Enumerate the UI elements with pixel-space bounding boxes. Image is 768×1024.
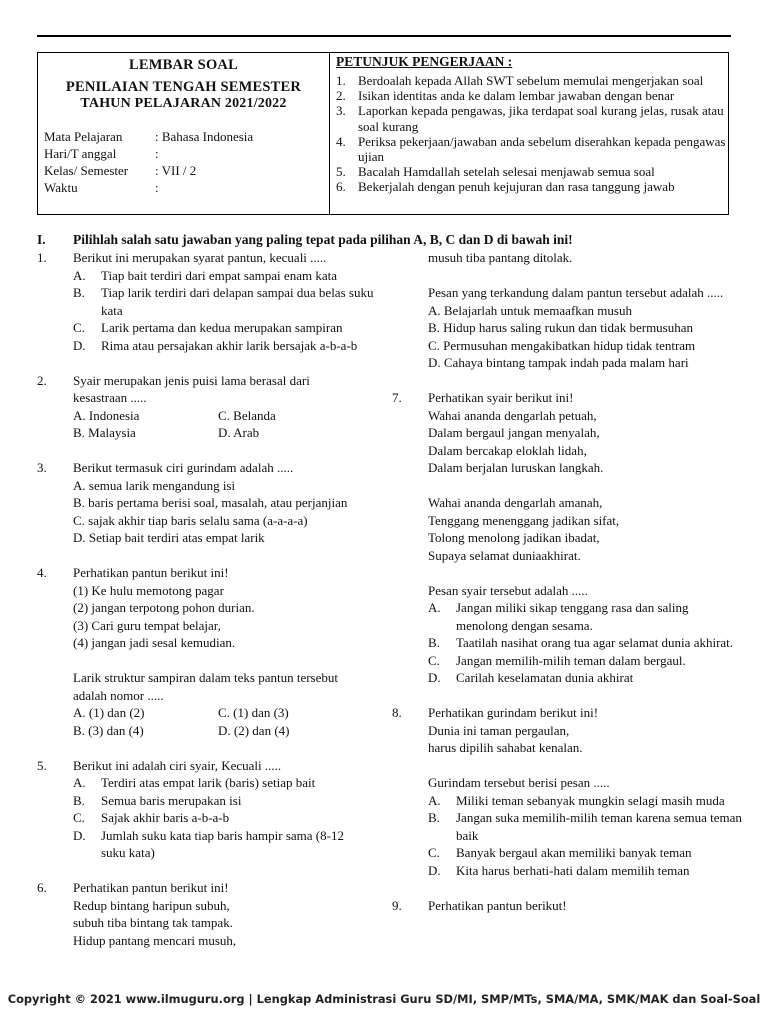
- instructions-title: PETUNJUK PENGERJAAN :: [336, 54, 513, 69]
- question-text: Perhatikan gurindam berikut ini!: [428, 705, 599, 720]
- option-c: C. Sajak akhir baris a-b-a-b: [73, 810, 230, 825]
- right-column: [392, 249, 742, 914]
- option-a: A. Tiap bait terdiri dari empat sampai enam kata: [73, 267, 337, 283]
- instructions-list: [336, 73, 728, 195]
- pantun-line: Hidup pantang mencari musuh,: [73, 932, 237, 948]
- question-6-continued: [428, 249, 737, 372]
- question-text: Berikut ini merupakan syarat pantun, kecuali .....: [73, 250, 327, 265]
- question-2: 2. Syair merupakan jenis puisi lama berasal dari kesastraan ..... A. Indonesia C. Belanda B. Malaysia D. Arab: [37, 372, 382, 442]
- question-text: Berikut termasuk ciri gurindam adalah .....: [73, 460, 294, 475]
- header-box: [37, 52, 729, 215]
- instructions-panel: [330, 53, 728, 214]
- syair-line: Tenggang menenggang jadikan sifat,: [428, 512, 620, 528]
- syair-line: Tolong menolong jadikan ibadat,: [428, 530, 600, 545]
- top-rule: [37, 35, 731, 37]
- option-line: C. sajak akhir tiap baris selalu sama (a-a-a-a): [73, 512, 308, 528]
- pantun-line: (2) jangan terpotong pohon durian.: [73, 600, 255, 615]
- option-c: C. Jangan memilih-milih teman dalam bergaul.: [428, 652, 686, 668]
- pantun-line: Redup bintang haripun subuh,: [73, 897, 230, 913]
- question-9: 9. Perhatikan pantun berikut!: [392, 897, 737, 915]
- academic-year: TAHUN PELAJARAN 2021/2022: [80, 96, 287, 111]
- instruction-item: 1. Berdoalah kepada Allah SWT sebelum memulai mengerjakan soal: [336, 73, 704, 88]
- question-text: Perhatikan pantun berikut!: [428, 897, 567, 913]
- pantun-line: musuh tiba pantang ditolak.: [428, 250, 573, 265]
- syair-line: Wahai ananda dengarlah petuah,: [428, 407, 597, 423]
- option-b: B. Semua baris merupakan isi: [73, 792, 242, 808]
- question-prompt: Gurindam tersebut berisi pesan .....: [428, 775, 610, 790]
- option-line: A. semua larik mengandung isi: [73, 477, 236, 493]
- question-prompt: Pesan syair tersebut adalah .....: [428, 582, 588, 598]
- instruction-item: 6. Bekerjalah dengan penuh kejujuran dan rasa tanggung jawab: [336, 179, 675, 195]
- copyright-footer: Copyright © 2021 www.ilmuguru.org | Lengkap Administrasi Guru SD/MI, SMP/MTs, SMA/MA, SMK/MAK dan Soal-Soal: [7, 992, 761, 1006]
- syair-line: Supaya selamat duniaakhirat.: [428, 547, 581, 563]
- question-prompt: Pesan yang terkandung dalam pantun tersebut adalah .....: [428, 285, 724, 300]
- option-d: D. Jumlah suku kata tiap baris hampir sama (8-12 suku kata): [73, 827, 344, 860]
- question-text: Berikut ini adalah ciri syair, Kecuali .....: [73, 757, 282, 773]
- option-b: B. Taatilah nasihat orang tua agar selamat dunia akhirat.: [428, 635, 734, 650]
- option-a: A. Miliki teman sebanyak mungkin selagi masih muda: [428, 792, 725, 808]
- option-line: C. Permusuhan mengakibatkan hidup tidak tentram: [428, 337, 696, 353]
- option-b: B. Tiap larik terdiri dari delapan sampai dua belas suku kata: [73, 285, 374, 318]
- option-a: A. Jangan miliki sikap tenggang rasa dan saling menolong dengan sesama.: [428, 600, 689, 633]
- option-a: A. Terdiri atas empat larik (baris) setiap bait: [73, 775, 316, 790]
- question-prompt: Larik struktur sampiran dalam teks pantun tersebut adalah nomor .....: [73, 670, 338, 703]
- question-text: Perhatikan pantun berikut ini!: [73, 880, 229, 895]
- option-b: B. Jangan suka memilih-milih teman karena semua teman baik: [428, 810, 742, 843]
- option-line: B. Hidup harus saling rukun dan tidak bermusuhan: [428, 320, 694, 335]
- instruction-item: 4. Periksa pekerjaan/jawaban anda sebelum diserahkan kepada pengawas ujian: [336, 133, 726, 165]
- options-row: A. (1) dan (2) C. (1) dan (3): [73, 705, 289, 720]
- question-8: 8. Perhatikan gurindam berikut ini! Dunia ini taman pergaulan, harus dipilih sahabat kenalan. Gurindam tersebut berisi pesan ..... A. Miliki teman sebanyak mungkin selagi masih muda B. Jangan suka memilih-milih teman karena semua teman baik C. Banyak bergaul akan memiliki banyak teman D. Kita harus berhati-hati dalam memilih teman: [392, 704, 737, 879]
- question-text: Perhatikan pantun berikut ini!: [73, 565, 229, 580]
- sheet-title: LEMBAR SOAL: [129, 57, 238, 73]
- option-line: A. Belajarlah untuk memaafkan musuh: [428, 302, 632, 318]
- options-row: A. Indonesia C. Belanda: [73, 407, 276, 423]
- left-column: [37, 249, 382, 949]
- question-text: Perhatikan syair berikut ini!: [428, 390, 574, 405]
- question-1: 1. Berikut ini merupakan syarat pantun, kecuali ..... A. Tiap bait terdiri dari empat sampai enam kata B. Tiap larik terdiri dari delapan sampai dua belas suku kata C. Larik pertama dan kedua merupakan sampiran D. Rima atau persajakan akhir larik bersajak a-b-a-b: [37, 249, 382, 354]
- instruction-item: 2. Isikan identitas anda ke dalam lembar jawaban dengan benar: [336, 88, 675, 104]
- instruction-item: 3. Laporkan kepada pengawas, jika terdapat soal kurang jelas, rusak atau soal kurang: [336, 103, 724, 134]
- question-6: 6. Perhatikan pantun berikut ini! Redup bintang haripun subuh, subuh tiba bintang tak tampak. Hidup pantang mencari musuh,: [37, 879, 382, 949]
- pantun-line: (3) Cari guru tempat belajar,: [73, 617, 221, 633]
- pantun-line: subuh tiba bintang tak tampak.: [73, 915, 233, 930]
- pantun-line: (4) jangan jadi sesal kemudian.: [73, 635, 236, 650]
- exam-title: PENILAIAN TENGAH SEMESTER: [65, 79, 302, 95]
- syair-line: Wahai ananda dengarlah amanah,: [428, 495, 603, 510]
- gurindam-line: Dunia ini taman pergaulan,: [428, 722, 570, 738]
- option-line: D. Cahaya bintang tampak indah pada malam hari: [428, 355, 689, 370]
- gurindam-line: harus dipilih sahabat kenalan.: [428, 740, 583, 755]
- option-c: C. Larik pertama dan kedua merupakan sampiran: [73, 320, 343, 335]
- option-line: B. baris pertama berisi soal, masalah, atau perjanjian: [73, 495, 348, 510]
- instruction-item: 5. Bacalah Hamdallah setelah selesai menjawab semua soal: [336, 164, 655, 180]
- question-4: 4. Perhatikan pantun berikut ini! (1) Ke hulu memotong pagar (2) jangan terpotong pohon durian. (3) Cari guru tempat belajar, (4) jangan jadi sesal kemudian. Larik struktur sampiran dalam teks pantun tersebut adalah nomor ..... A. (1) dan (2) C. (1) dan (3) B. (3) dan (4) D. (2) dan (4): [37, 564, 382, 739]
- question-3: 3. Berikut termasuk ciri gurindam adalah ..... A. semua larik mengandung isi B. baris pertama berisi soal, masalah, atau perjanjian C. sajak akhir tiap baris selalu sama (a-a-a-a) D. Setiap bait terdiri atas empat larik: [37, 459, 382, 547]
- question-7: 7. Perhatikan syair berikut ini! Wahai ananda dengarlah petuah, Dalam bergaul jangan menyalah, Dalam bercakap eloklah lidah, Dalam berjalan luruskan langkah. Wahai ananda dengarlah amanah, Tenggang menenggang jadikan sifat, Tolong menolong jadikan ibadat, Supaya selamat duniaakhirat. Pesan syair tersebut adalah ..... A. Jangan miliki sikap tenggang rasa dan saling menolong dengan sesama. B. Taatilah nasihat orang tua agar selamat dunia akhirat. C. Jangan memilih-milih teman dalam bergaul. D. Carilah keselamatan dunia akhirat: [392, 389, 737, 687]
- question-5: 5. Berikut ini adalah ciri syair, Kecuali ..... A. Terdiri atas empat larik (baris) setiap bait B. Semua baris merupakan isi C. Sajak akhir baris a-b-a-b D. Jumlah suku kata tiap baris hampir sama (8-12 suku kata): [37, 757, 382, 862]
- syair-line: Dalam bercakap eloklah lidah,: [428, 442, 587, 458]
- option-c: C. Banyak bergaul akan memiliki banyak teman: [428, 845, 692, 860]
- pantun-line: (1) Ke hulu memotong pagar: [73, 582, 224, 598]
- syair-line: Dalam bergaul jangan menyalah,: [428, 425, 600, 440]
- options-row: B. (3) dan (4) D. (2) dan (4): [73, 722, 290, 738]
- header-identity: LEMBAR SOAL PENILAIAN TENGAH SEMESTER TAHUN PELAJARAN 2021/2022 Mata Pelajaran : Bahasa Indonesia Hari/T anggal : Kelas/ Semester : VII / 2 Waktu :: [38, 53, 330, 214]
- option-d: D. Rima atau persajakan akhir larik bersajak a-b-a-b: [73, 337, 358, 353]
- question-text: Syair merupakan jenis puisi lama berasal dari kesastraan .....: [73, 372, 310, 405]
- option-line: D. Setiap bait terdiri atas empat larik: [73, 530, 265, 545]
- options-row: B. Malaysia D. Arab: [73, 425, 260, 440]
- option-d: D. Kita harus berhati-hati dalam memilih teman: [428, 862, 690, 878]
- option-d: D. Carilah keselamatan dunia akhirat: [428, 670, 634, 685]
- syair-line: Dalam berjalan luruskan langkah.: [428, 460, 604, 475]
